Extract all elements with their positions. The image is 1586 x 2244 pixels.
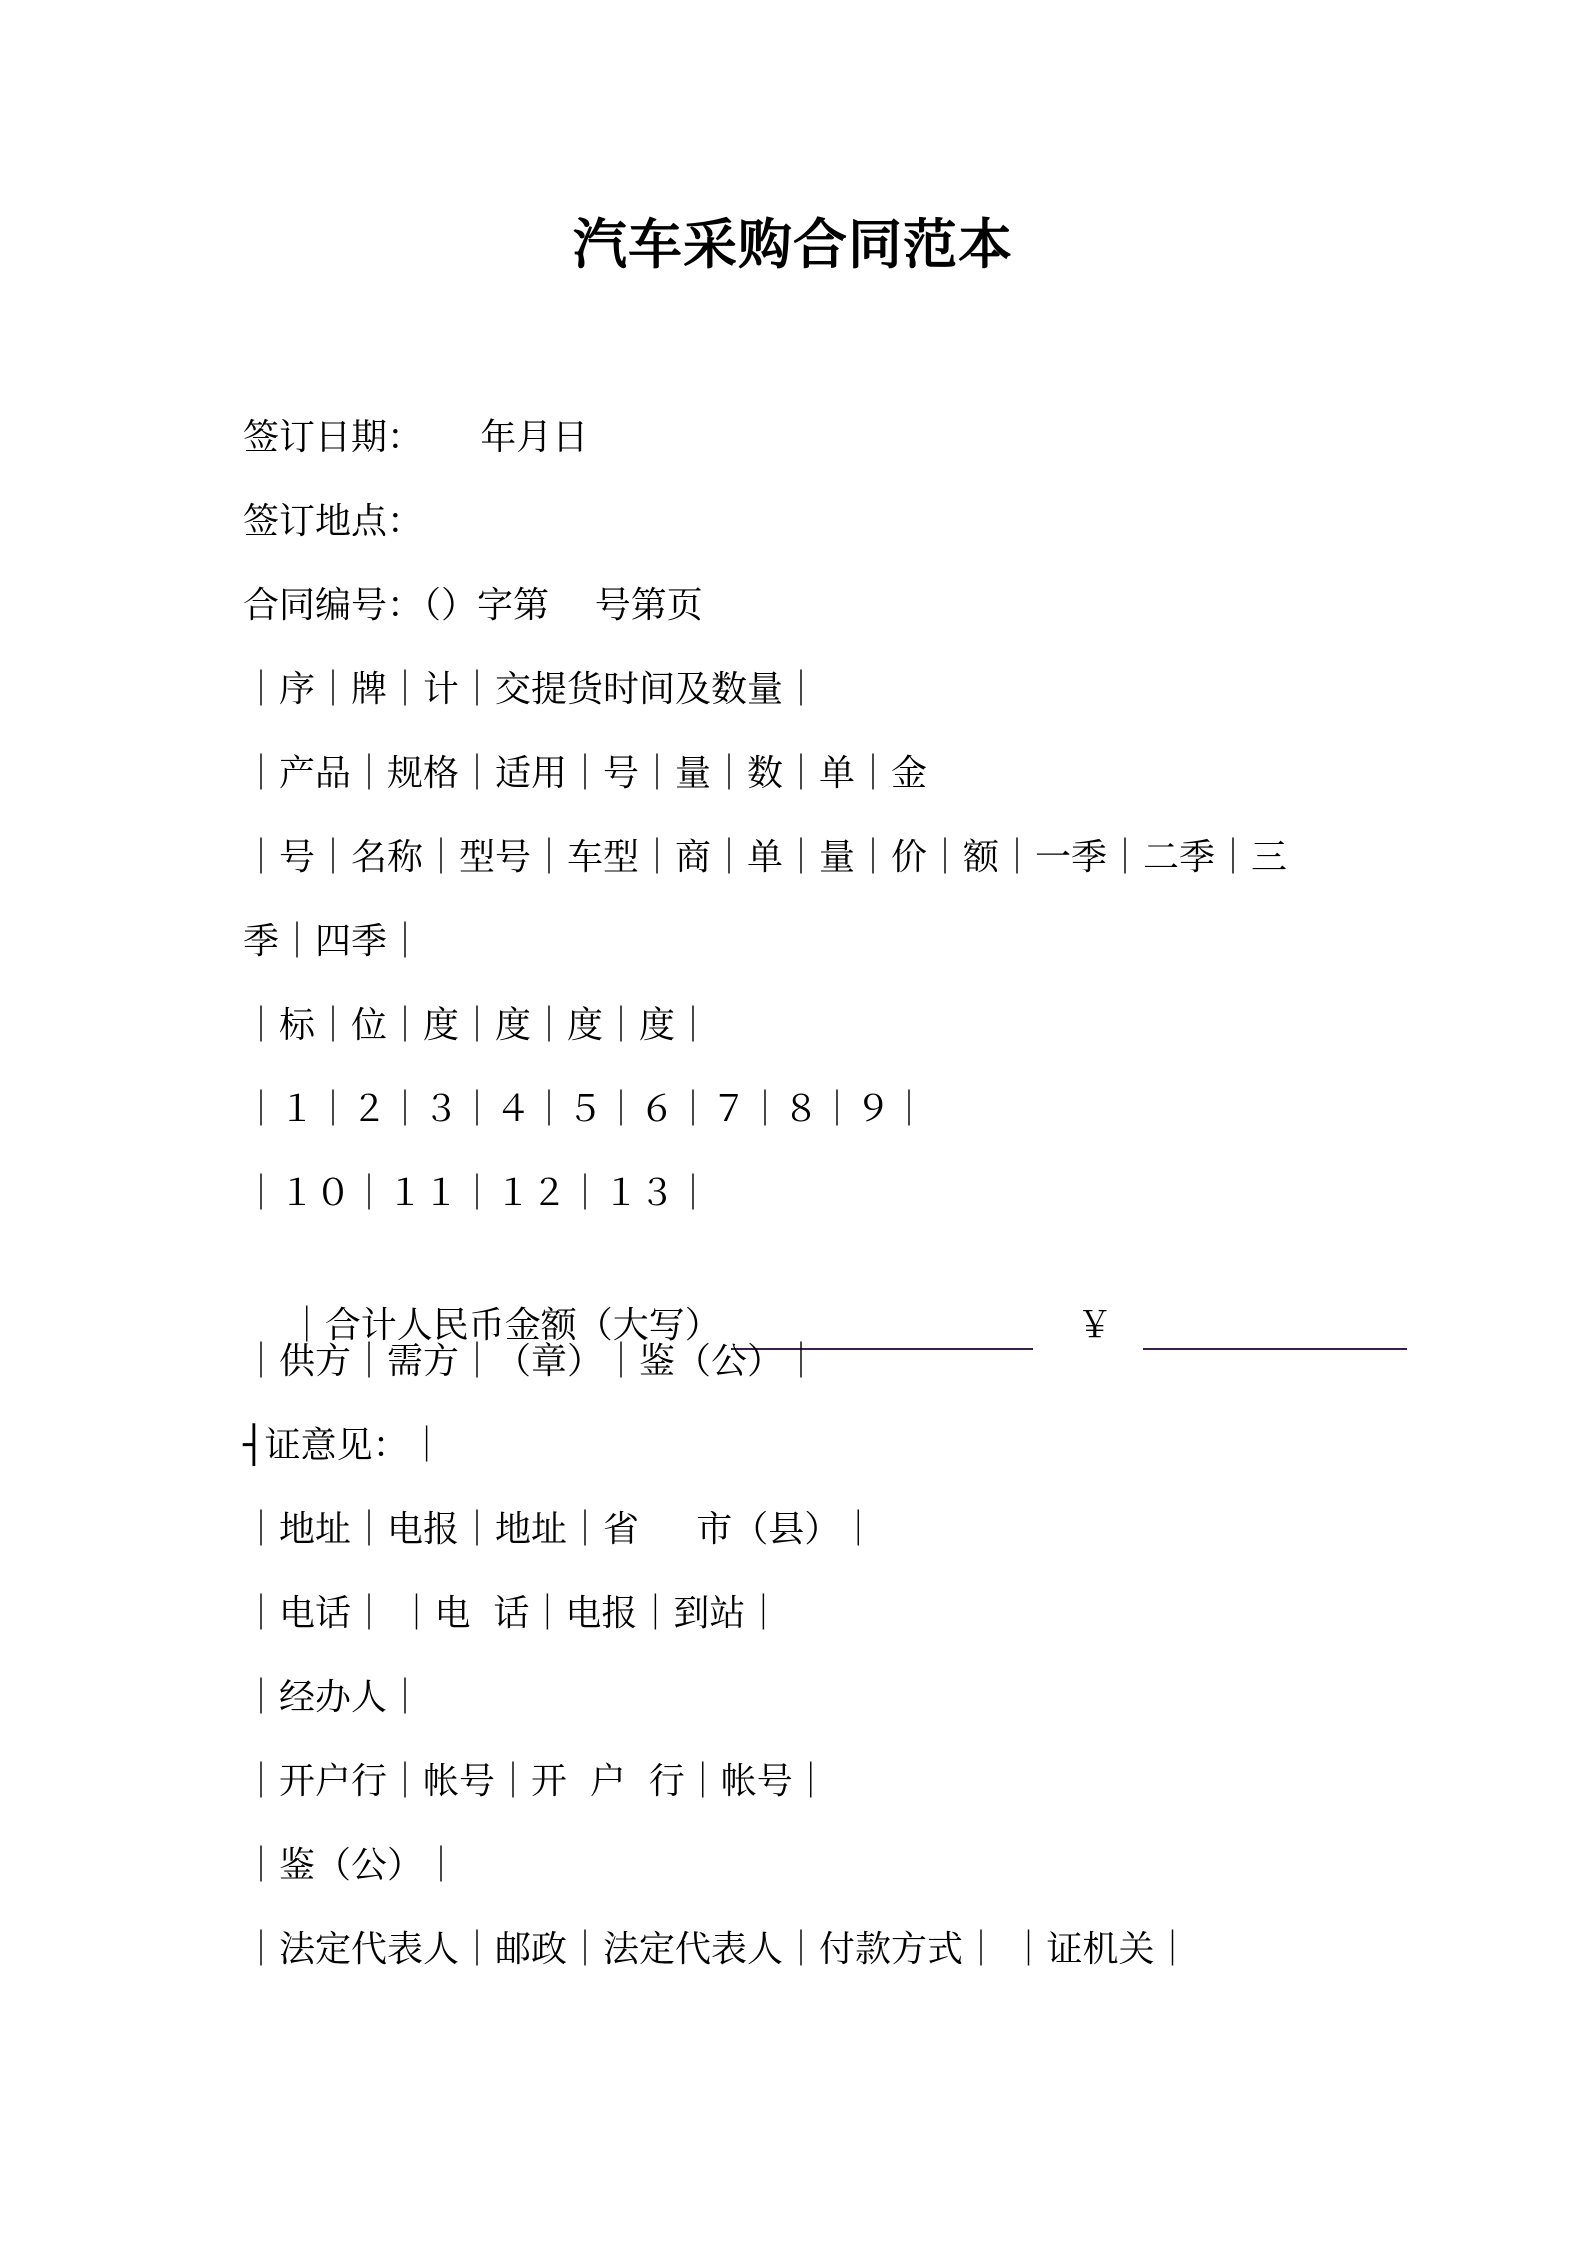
sign-place-line: 签订地点： xyxy=(243,501,424,542)
column-numbers-row-2: ｜１０｜１１｜１２｜１３｜ xyxy=(243,1173,712,1214)
legal-representative-row: ｜法定代表人｜邮政｜法定代表人｜付款方式｜ ｜证机关｜ xyxy=(243,1929,1191,1970)
phone-row: ｜电话｜ ｜电 话｜电报｜到站｜ xyxy=(243,1593,782,1634)
total-amount-number-blank[interactable] xyxy=(1143,1308,1407,1350)
notary-opinion-row: ┤证意见：｜ xyxy=(243,1425,445,1466)
address-row: ｜地址｜电报｜地址｜省 市（县）｜ xyxy=(243,1509,877,1550)
contract-number-line: 合同编号：（）字第 号第页 xyxy=(243,585,703,626)
agent-row: ｜经办人｜ xyxy=(243,1677,424,1718)
table-header-row-1: ｜序｜牌｜计｜交提货时间及数量｜ xyxy=(243,669,820,710)
table-header-row-3-cont: 季｜四季｜ xyxy=(243,921,424,962)
bank-row: ｜开户行｜帐号｜开 户 行｜帐号｜ xyxy=(243,1761,829,1802)
table-header-row-2: ｜产品｜规格｜适用｜号｜量｜数｜单｜金 xyxy=(243,753,928,794)
total-amount-label: ｜合计人民币金额（大写） xyxy=(288,1305,721,1346)
table-header-row-4: ｜标｜位｜度｜度｜度｜度｜ xyxy=(243,1005,712,1046)
column-numbers-row-1: ｜１｜２｜３｜４｜５｜６｜７｜８｜９｜ xyxy=(243,1089,928,1130)
notary-seal-row: ｜鉴（公）｜ xyxy=(243,1845,460,1886)
document-title: 汽车采购合同范本 xyxy=(573,213,1013,276)
sign-date-line: 签订日期： 年月日 xyxy=(243,417,589,458)
table-header-row-3: ｜号｜名称｜型号｜车型｜商｜单｜量｜价｜额｜一季｜二季｜三 xyxy=(243,837,1288,878)
party-header-row: ｜供方｜需方｜（章）｜鉴（公）｜ xyxy=(243,1341,820,1382)
currency-symbol: ￥ xyxy=(1076,1305,1113,1346)
